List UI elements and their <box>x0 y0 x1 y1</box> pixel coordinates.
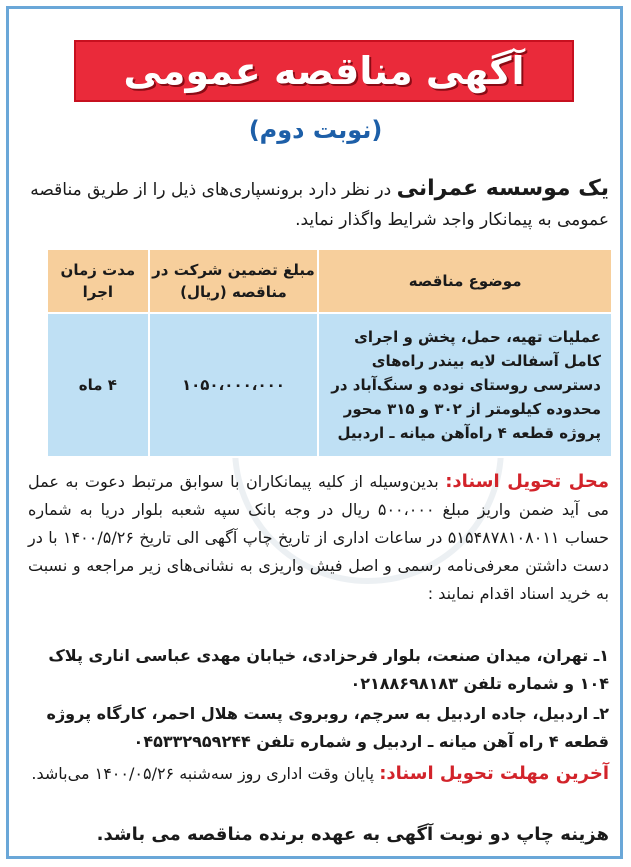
address-ardabil: ۲ـ اردبیل، جاده اردبیل به سرچم، روبروی پست هلال احمر، کارگاه پروژه قطعه ۴ راه آهن میانه ـ اردبیل و شماره تلفن ۰۴۵۳۳۲۹۵۹۲۴۴ <box>46 704 609 751</box>
cell-amount: ۱۰۵۰،۰۰۰،۰۰۰ <box>149 313 319 457</box>
table-row <box>47 313 612 457</box>
intro-text: در نظر دارد برونسپاری‌های ذیل را از طریق مناقصه عمومی به پیمانکار واجد شرایط واگذار نماید. <box>30 180 609 230</box>
delivery-label: محل تحویل اسناد: <box>445 471 609 492</box>
cell-duration: ۴ ماه <box>47 313 149 457</box>
footer-note: هزینه چاپ دو نوبت آگهی به عهده برنده مناقصه می باشد. <box>96 824 609 845</box>
delivery-paragraph <box>28 468 609 608</box>
delivery-text: بدین‌وسیله از کلیه پیمانکاران با سوابق مرتبط دعوت به عمل می آید ضمن واریز مبلغ ۵۰۰،۰۰۰ ریال در وجه بانک سپه شعبه بلوار دریا به شماره حساب ۵۱۵۴۸۷۸۱۰۸۰۱۱ در ساعات اداری از تاریخ چاپ آگهی الی تاریخ ۱۴۰۰/۵/۲۶ با در دست داشتن معرفی‌نامه رسمی و اصل فیش واریزی به نشانی‌های زیر مراجعه و نسبت به خرید اسناد اقدام نمایند : <box>28 472 610 603</box>
intro-paragraph <box>30 174 609 235</box>
header-duration: مدت زمان اجرا <box>47 249 149 313</box>
tender-table <box>46 248 613 458</box>
deadline-paragraph <box>28 760 609 788</box>
organization-name: یک موسسه عمرانی <box>396 176 609 201</box>
cell-subject: عملیات تهیه، حمل، پخش و اجرای کامل آسفالت لایه بیندر راه‌های دسترسی روستای نوده و سنگ‌آباد در محدوده کیلومتر از ۳۰۲ و ۳۱۵ محور پروژه قطعه ۴ راه‌آهن میانه ـ اردبیل <box>318 313 612 457</box>
header-amount: مبلغ تضمین شرکت در مناقصه (ریال) <box>149 249 319 313</box>
header-subject: موضوع مناقصه <box>318 249 612 313</box>
table-header-row <box>47 249 612 313</box>
deadline-label: آخرین مهلت تحویل اسناد: <box>379 763 609 784</box>
deadline-text: پایان وقت اداری روز سه‌شنبه ۱۴۰۰/۰۵/۲۶ می‌باشد. <box>31 764 380 783</box>
address-tehran: ۱ـ تهران، میدان صنعت، بلوار فرحزادی، خیابان مهدی عباسی اناری پلاک ۱۰۴ و شماره تلفن ۰۲۱۸۸۶۹۸۱۸۳ <box>48 646 609 693</box>
advertisement <box>12 12 619 855</box>
banner-title: آگهی مناقصه عمومی <box>123 49 525 93</box>
round-subtitle: (نوبت دوم) <box>248 116 383 144</box>
title-banner <box>74 40 574 102</box>
